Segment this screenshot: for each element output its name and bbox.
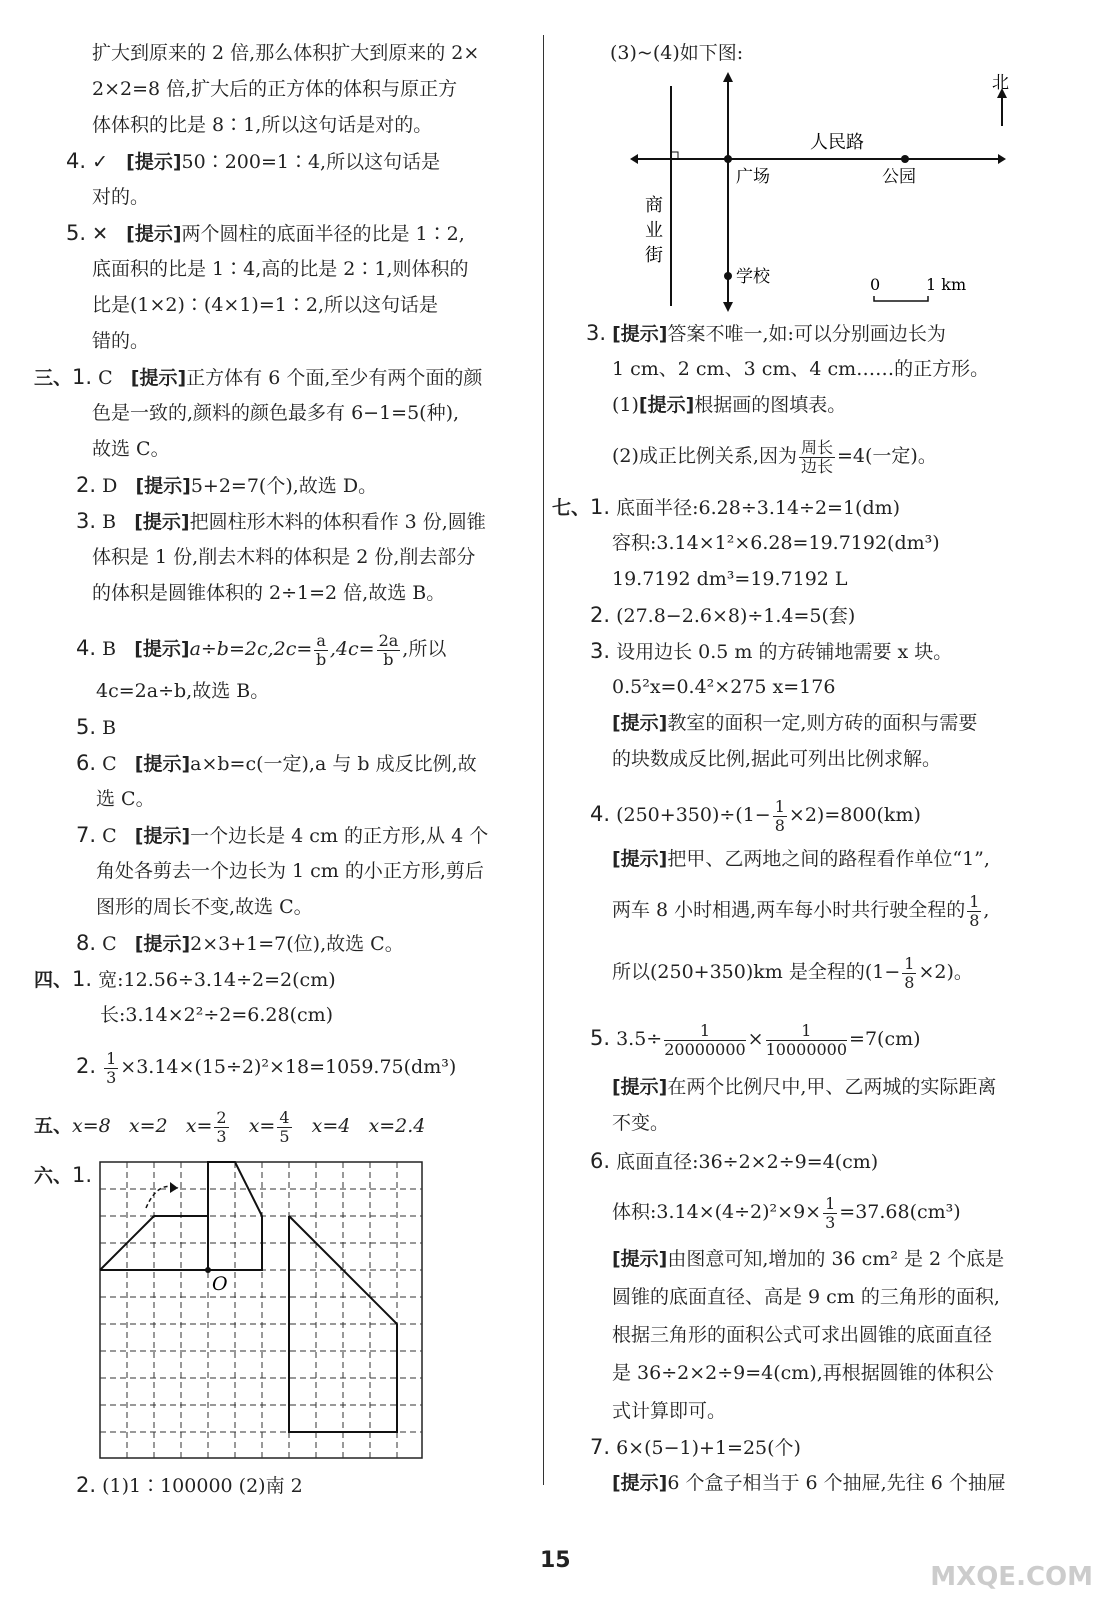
question-number: 2.: [590, 603, 611, 627]
answer-text: 宽:12.56÷3.14÷2=2(cm): [98, 969, 336, 991]
hint-label: [提示]: [134, 638, 190, 660]
text-line: [612, 434, 937, 478]
arrow-up-icon: [723, 72, 733, 82]
section-7-q1: [552, 494, 900, 521]
section-label: 四、: [34, 969, 73, 991]
answer-text: 设用边长 0.5 m 的方砖铺地需要 x 块。: [616, 641, 953, 663]
question-number: 1.: [72, 1163, 93, 1187]
grid-figure: [98, 1160, 428, 1462]
section-3-q3: [76, 508, 486, 535]
text-line: 4c=2a÷b,故选 B。: [96, 680, 270, 702]
question-number: 6.: [76, 751, 97, 775]
street-label: 商: [645, 195, 663, 216]
text-line: 色是一致的,颜料的颜色最多有 6−1=5(种),: [92, 402, 460, 424]
fraction: [664, 1022, 745, 1059]
formula: ,4c=: [329, 638, 375, 660]
question-number: 3.: [76, 509, 97, 533]
numerator: 1: [825, 1193, 836, 1213]
text-line: 是 36÷2×2÷9=4(cm),再根据圆锥的体积公: [612, 1362, 994, 1384]
hint-text: 把圆柱形木料的体积看作 3 份,圆锥: [189, 511, 486, 533]
hint-text: 根据画的图填表。: [694, 394, 847, 416]
question-number: 4.: [76, 636, 97, 660]
answer-choice: D: [102, 475, 118, 497]
text-line: [612, 1074, 996, 1100]
origin-point: [205, 1267, 211, 1273]
section-3-q7: [76, 822, 488, 849]
question-number: 7.: [590, 1435, 611, 1459]
answer-5: [66, 220, 465, 247]
denominator: b: [315, 649, 327, 669]
denominator: 8: [774, 815, 785, 835]
answer-4: [66, 148, 440, 175]
question-number: 5.: [66, 221, 87, 245]
fraction: [967, 893, 981, 930]
numerator: 1: [106, 1048, 117, 1068]
text-line: 底面积的比是 1∶4,高的比是 2∶1,则体积的: [92, 258, 469, 280]
question-number: 2.: [76, 473, 97, 497]
answer-choice: C: [102, 825, 117, 847]
grid-border: [100, 1162, 422, 1458]
hint-text: 由图意可知,增加的 36 cm² 是 2 个底是: [667, 1248, 1005, 1270]
formula: ×2)=800(km): [788, 804, 921, 826]
hint-label: [提示]: [135, 475, 191, 497]
road-label: 人民路: [810, 132, 864, 153]
hint-label: [提示]: [612, 1248, 668, 1270]
denominator: 3: [825, 1212, 836, 1232]
answer-choice: B: [102, 638, 117, 660]
section-3-q2: [76, 472, 377, 499]
scale-km-label: 1 km: [926, 275, 967, 294]
hint-label: [提示]: [638, 394, 695, 416]
section-4-q1: [34, 966, 336, 993]
fraction: [766, 1022, 847, 1059]
answer-text: (1)1∶100000 (2)南 2: [102, 1475, 303, 1497]
text-segment: ,: [983, 899, 990, 921]
question-number: 6.: [590, 1149, 611, 1173]
numerator: 1: [969, 891, 980, 911]
section-label: 五、: [34, 1115, 73, 1137]
grid-lines: [100, 1162, 422, 1458]
park-dot: [901, 155, 909, 163]
hint-label: [提示]: [134, 753, 191, 775]
answer-choice: B: [102, 511, 117, 533]
fraction: [773, 798, 787, 835]
text-line: (3)~(4)如下图:: [610, 42, 744, 64]
answer-choice: C: [102, 753, 117, 775]
hint-text: 在两个比例尺中,甲、乙两城的实际距离: [667, 1076, 997, 1098]
text-line: 的体积是圆锥体积的 2÷1=2 倍,故选 B。: [92, 582, 446, 604]
text-line: 选 C。: [96, 788, 155, 810]
section-7-q4: [590, 792, 921, 837]
solution: x=4: [311, 1115, 351, 1137]
fraction: [823, 1195, 837, 1232]
text-line: [612, 950, 973, 994]
section-3-q6: [76, 750, 477, 777]
question-number: 1.: [72, 365, 93, 389]
question-number: 4.: [66, 149, 87, 173]
section-5: [34, 1104, 425, 1148]
street-label: 街: [645, 245, 663, 266]
hint-label: [提示]: [134, 511, 190, 533]
answer-choice: B: [102, 717, 117, 739]
answer-text: ×3.14×(15÷2)²×18=1059.75(dm³): [120, 1056, 457, 1078]
formula: 体积:3.14×(4÷2)²×9×: [612, 1201, 822, 1223]
hint-label: [提示]: [126, 151, 182, 173]
plaza-dot: [724, 155, 732, 163]
text-line: 体积是 1 份,削去木料的体积是 2 份,削去部分: [92, 546, 476, 568]
text-line: 体体积的比是 8∶1,所以这句话是对的。: [92, 114, 433, 136]
fraction: [314, 632, 328, 669]
section-label: 七、: [552, 497, 591, 519]
school-label: 学校: [736, 267, 770, 287]
hint-text: 50∶200=1∶4,所以这句话是: [181, 151, 441, 173]
answer-3: [586, 320, 946, 347]
formula: a÷b=2c,2c=: [189, 638, 313, 660]
section-label: 三、: [34, 367, 73, 389]
question-number: 3.: [586, 321, 607, 345]
question-number: 8.: [76, 931, 97, 955]
section-6-q2: [76, 1472, 303, 1499]
text-line: 对的。: [92, 186, 150, 208]
question-number: 7.: [76, 823, 97, 847]
hint-label: [提示]: [126, 223, 182, 245]
answer-choice: C: [98, 367, 113, 389]
arrow-left-icon: [630, 154, 638, 164]
hint-text: 2×3+1=7(位),故选 C。: [190, 933, 404, 955]
text-line: 比是(1×2)∶(4×1)=1∶2,所以这句话是: [92, 294, 438, 316]
section-3-q1: [34, 364, 482, 391]
column-divider: [543, 35, 544, 1485]
denominator: 3: [216, 1126, 227, 1146]
hint-label: [提示]: [612, 1472, 668, 1494]
section-7-q6: [590, 1148, 878, 1175]
text-line: 2×2=8 倍,扩大后的正方体的体积与原正方: [92, 78, 458, 100]
section-label: 六、: [34, 1165, 73, 1187]
denominator: 20000000: [664, 1039, 746, 1059]
numerator: 1: [774, 796, 785, 816]
street-label: 业: [645, 220, 663, 241]
denominator: 8: [969, 910, 980, 930]
fraction: [104, 1050, 118, 1087]
hint-text: a×b=c(一定),a 与 b 成反比例,故: [190, 753, 477, 775]
part-label: (1): [612, 394, 639, 416]
hint-text: 正方体有 6 个面,至少有两个面的颜: [186, 367, 483, 389]
numerator: 1: [664, 1022, 745, 1041]
section-3-q5: [76, 714, 116, 741]
arrow-down-icon: [723, 302, 733, 312]
text-line: [612, 710, 977, 736]
origin-label: O: [212, 1273, 228, 1295]
section-4-q2: [76, 1044, 456, 1089]
question-number: 4.: [590, 802, 611, 826]
hint-text: 一个边长是 4 cm 的正方形,从 4 个: [190, 825, 489, 847]
formula: 3.5÷: [616, 1028, 663, 1050]
text-line: [612, 1470, 1006, 1496]
numerator: 4: [279, 1107, 290, 1127]
hint-label: [提示]: [134, 825, 191, 847]
cross-mark-icon: ✕: [92, 223, 109, 245]
section-3-q4: [76, 626, 446, 671]
text-segment: 所以(250+350)km 是全程的(1−: [612, 961, 901, 983]
section-7-q5: [590, 1016, 921, 1061]
question-number: 1.: [72, 967, 93, 991]
formula: (250+350)÷(1−: [616, 804, 771, 826]
north-label: 北: [992, 73, 1009, 93]
text-line: 圆锥的底面直径、高是 9 cm 的三角形的面积,: [612, 1286, 1000, 1308]
text-line: 角处各剪去一个边长为 1 cm 的小正方形,剪后: [96, 860, 484, 882]
hint-text: 两个圆柱的底面半径的比是 1∶2,: [181, 223, 465, 245]
answer-text: 6×(5−1)+1=25(个): [616, 1437, 801, 1459]
text-line: 的块数成反比例,据此可列出比例求解。: [612, 748, 942, 770]
numerator: 2a: [378, 630, 399, 650]
arrow-head-icon: [170, 1182, 178, 1193]
formula: ,所以: [402, 638, 447, 660]
text-line: [612, 846, 990, 872]
solution: x=8: [72, 1115, 111, 1137]
question-number: 5.: [76, 715, 97, 739]
question-number: 3.: [590, 639, 611, 663]
park-label: 公园: [882, 167, 916, 187]
solution: x=2: [128, 1115, 168, 1137]
fraction: [902, 955, 916, 992]
answer-text: 底面半径:6.28÷3.14÷2=1(dm): [616, 497, 901, 519]
text-segment: ×2)。: [918, 961, 973, 983]
text-line: [612, 1190, 961, 1234]
text-line: [612, 888, 989, 932]
text-line: 0.5²x=0.4²×275 x=176: [612, 676, 836, 698]
map-figure: [628, 66, 1048, 316]
text-line: [612, 392, 846, 418]
text-line: 根据三角形的面积公式可求出圆锥的底面直径: [612, 1324, 993, 1346]
plaza-label: 广场: [736, 167, 770, 187]
text-line: 1 cm、2 cm、3 cm、4 cm……的正方形。: [612, 358, 990, 380]
denominator: 边长: [800, 456, 833, 476]
section-3-q8: [76, 930, 404, 957]
question-number: 5.: [590, 1026, 611, 1050]
text-line: 19.7192 dm³=19.7192 L: [612, 568, 848, 590]
denominator: 8: [904, 972, 915, 992]
numerator: 2: [216, 1107, 227, 1127]
numerator: 1: [904, 953, 915, 973]
formula: ×: [747, 1028, 764, 1050]
hint-text: 把甲、乙两地之间的路程看作单位“1”,: [667, 848, 990, 870]
text-segment: =4(一定)。: [836, 445, 937, 467]
solution: x=: [185, 1115, 213, 1137]
hint-label: [提示]: [612, 323, 668, 345]
right-angle-mark: [671, 152, 678, 159]
text-line: 图形的周长不变,故选 C。: [96, 896, 313, 918]
text-line: 长:3.14×2²÷2=6.28(cm): [100, 1004, 334, 1026]
page-number: 15: [540, 1548, 571, 1573]
answer-choice: C: [102, 933, 117, 955]
section-7-q7: [590, 1434, 801, 1461]
numerator: 1: [766, 1022, 847, 1041]
answer-text: (27.8−2.6×8)÷1.4=5(套): [616, 605, 856, 627]
numerator: 周长: [800, 437, 833, 457]
fraction: [277, 1109, 291, 1146]
text-line: 不变。: [612, 1112, 670, 1134]
text-line: 式计算即可。: [612, 1400, 727, 1422]
hint-text: 答案不唯一,如:可以分别画边长为: [667, 323, 946, 345]
question-number: 2.: [76, 1473, 97, 1497]
question-number: 2.: [76, 1054, 97, 1078]
text-segment: 两车 8 小时相遇,两车每小时共行驶全程的: [612, 899, 966, 921]
text-segment: (2)成正比例关系,因为: [612, 445, 797, 467]
fraction: [214, 1109, 228, 1146]
hint-label: [提示]: [612, 1076, 668, 1098]
question-number: 1.: [590, 495, 611, 519]
text-line: 错的。: [92, 330, 150, 352]
text-line: 容积:3.14×1²×6.28=19.7192(dm³): [612, 532, 940, 554]
hint-label: [提示]: [612, 712, 668, 734]
denominator: 5: [279, 1126, 290, 1146]
text-line: 扩大到原来的 2 倍,那么体积扩大到原来的 2×: [92, 42, 480, 64]
school-dot: [724, 272, 732, 280]
answer-text: 底面直径:36÷2×2÷9=4(cm): [616, 1151, 879, 1173]
formula: =37.68(cm³): [839, 1201, 961, 1223]
solution: x=2.4: [368, 1115, 426, 1137]
hint-label: [提示]: [134, 933, 191, 955]
arrow-right-icon: [998, 154, 1006, 164]
text-line: 故选 C。: [92, 438, 170, 460]
fraction: [377, 632, 401, 669]
hint-label: [提示]: [612, 848, 668, 870]
denominator: 10000000: [765, 1039, 848, 1059]
section-6-q1: [34, 1162, 92, 1189]
hint-label: [提示]: [130, 367, 187, 389]
section-7-q2: [590, 602, 855, 629]
section-7-q3: [590, 638, 952, 665]
text-line: [612, 1246, 1004, 1272]
hint-text: 5+2=7(个),故选 D。: [190, 475, 378, 497]
fraction: [799, 439, 835, 476]
formula: =7(cm): [849, 1028, 921, 1050]
denominator: b: [383, 649, 394, 669]
denominator: 3: [106, 1067, 117, 1087]
watermark: MXQE.COM: [930, 1562, 1093, 1592]
check-mark-icon: ✓: [92, 151, 109, 173]
solution: x=: [248, 1115, 276, 1137]
hint-text: 6 个盒子相当于 6 个抽屉,先往 6 个抽屉: [667, 1472, 1006, 1494]
scale-zero-label: 0: [870, 275, 881, 294]
numerator: a: [316, 630, 326, 650]
hint-text: 教室的面积一定,则方砖的面积与需要: [667, 712, 978, 734]
scale-bar: [874, 296, 928, 301]
